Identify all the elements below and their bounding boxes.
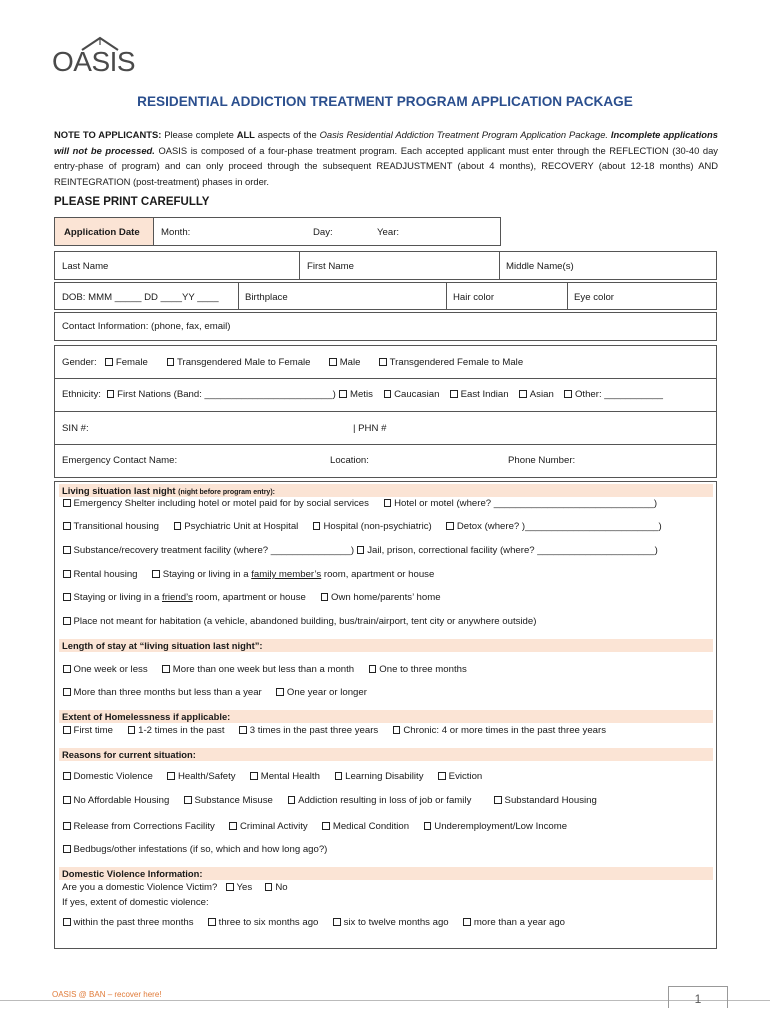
checkbox-icon <box>167 772 175 780</box>
reasons-row-3 <box>63 821 579 832</box>
reasons-heading: Reasons for current situation: <box>59 748 713 761</box>
ethnicity-east-indian-option[interactable]: East Indian <box>450 389 509 400</box>
checkbox-icon <box>463 918 471 926</box>
page-title: RESIDENTIAL ADDICTION TREATMENT PROGRAM APPLICATION PACKAGE <box>137 94 633 109</box>
checkbox-icon <box>63 665 71 673</box>
dv-question-row <box>62 882 288 893</box>
psychiatric-unit-option[interactable]: Psychiatric Unit at Hospital <box>174 521 299 532</box>
print-carefully-heading: PLEASE PRINT CAREFULLY <box>54 196 210 208</box>
divider <box>55 411 716 412</box>
application-date-box[interactable] <box>54 217 501 246</box>
birthplace-field[interactable]: Birthplace <box>245 292 288 303</box>
substandard-housing-option[interactable]: Substandard Housing <box>494 795 597 806</box>
checkbox-icon <box>379 358 387 366</box>
checkbox-icon <box>63 593 71 601</box>
checkbox-icon <box>226 883 234 891</box>
one-week-option[interactable]: One week or less <box>63 664 148 675</box>
living-row-2 <box>63 521 674 532</box>
rental-housing-option[interactable]: Rental housing <box>63 569 138 580</box>
living-row-6 <box>63 616 536 627</box>
checkbox-icon <box>152 570 160 578</box>
checkbox-icon <box>184 796 192 804</box>
checkbox-icon <box>339 390 347 398</box>
note-all: ALL <box>236 129 255 140</box>
one-two-times-option[interactable]: 1-2 times in the past <box>128 725 225 736</box>
treatment-facility-option[interactable]: Substance/recovery treatment facility (where? _______________) <box>63 545 354 556</box>
own-home-option[interactable]: Own home/parents’ home <box>321 592 441 603</box>
contact-row <box>54 312 717 341</box>
checkbox-icon <box>63 845 71 853</box>
divider <box>499 252 500 279</box>
footer-tagline: OASIS @ BAN – recover here! <box>52 990 162 999</box>
one-to-three-months-option[interactable]: One to three months <box>369 664 467 675</box>
note-italic: Oasis Residential Addiction Treatment Program Application Package. <box>319 129 609 140</box>
checkbox-icon <box>128 726 136 734</box>
gender-trans-mtf-option[interactable]: Transgendered Male to Female <box>167 357 311 368</box>
underemployment-option[interactable]: Underemployment/Low Income <box>424 821 567 832</box>
mental-health-option[interactable]: Mental Health <box>250 771 320 782</box>
checkbox-icon <box>321 593 329 601</box>
detox-option[interactable]: Detox (where? )_________________________) <box>446 521 661 532</box>
checkbox-icon <box>63 617 71 625</box>
checkbox-icon <box>564 390 572 398</box>
checkbox-icon <box>250 772 258 780</box>
divider <box>567 283 568 309</box>
divider <box>299 252 300 279</box>
emergency-location-field[interactable]: Location: <box>330 455 369 466</box>
within-three-months-option[interactable]: within the past three months <box>63 917 194 928</box>
application-date-label: Application Date <box>55 218 153 245</box>
sin-field[interactable]: SIN #: <box>62 423 89 434</box>
checkbox-icon <box>265 883 273 891</box>
living-row-1 <box>63 498 669 509</box>
divider <box>446 283 447 309</box>
dv-question: Are you a domestic Violence Victim? <box>62 882 218 893</box>
family-member-option[interactable]: Staying or living in a family member’s room, apartment or house <box>152 569 434 580</box>
checkbox-icon <box>494 796 502 804</box>
checkbox-icon <box>174 522 182 530</box>
checkbox-icon <box>313 522 321 530</box>
friends-place-option[interactable]: Staying or living in a friend’s room, apartment or house <box>63 592 306 603</box>
housing-section <box>54 481 717 949</box>
dob-row <box>54 282 717 310</box>
learning-disability-option[interactable]: Learning Disability <box>335 771 424 782</box>
reasons-row-1 <box>63 771 494 782</box>
living-situation-heading: Living situation last night (night before program entry): <box>59 484 713 497</box>
ethnicity-other-option[interactable]: Other: ___________ <box>564 389 663 400</box>
criminal-activity-option[interactable]: Criminal Activity <box>229 821 307 832</box>
three-times-option[interactable]: 3 times in the past three years <box>239 725 378 736</box>
last-name-field[interactable]: Last Name <box>62 261 109 272</box>
substance-misuse-option[interactable]: Substance Misuse <box>184 795 273 806</box>
corrections-release-option[interactable]: Release from Corrections Facility <box>63 821 215 832</box>
living-row-3 <box>63 545 658 556</box>
checkbox-icon <box>322 822 330 830</box>
dob-field[interactable]: DOB: MMM _____ DD ____YY ____ <box>62 292 219 303</box>
eviction-option[interactable]: Eviction <box>438 771 482 782</box>
emergency-phone-field[interactable]: Phone Number: <box>508 455 576 466</box>
emergency-shelter-option[interactable]: Emergency Shelter including hotel or motel paid for by social services <box>63 498 369 509</box>
living-row-5 <box>63 592 453 603</box>
checkbox-icon <box>335 772 343 780</box>
checkbox-icon <box>384 499 392 507</box>
checkbox-icon <box>369 665 377 673</box>
no-affordable-housing-option[interactable]: No Affordable Housing <box>63 795 169 806</box>
checkbox-icon <box>107 390 115 398</box>
note-lead: NOTE TO APPLICANTS: <box>54 129 162 140</box>
ethnicity-first-nations-option[interactable]: First Nations (Band: ________________________) <box>107 389 336 400</box>
checkbox-icon <box>63 822 71 830</box>
name-row <box>54 251 717 280</box>
domestic-violence-option[interactable]: Domestic Violence <box>63 771 153 782</box>
note-text-3: OASIS is composed of a four-phase treatment program. Each accepted applicant must enter through the REFLECTION (30-40 day entry-phase of program) and can only proceed through the subsequent READJUSTMENT (about 4 months), RECOVERY (about 12-18 months) AND REINTEGRATION (post-treatment) phases in order. <box>54 144 718 187</box>
checkbox-icon <box>438 772 446 780</box>
checkbox-icon <box>446 522 454 530</box>
page-number: 1 <box>694 992 702 1006</box>
checkbox-icon <box>393 726 401 734</box>
phn-field[interactable]: | PHN # <box>353 423 387 434</box>
no-habitation-option[interactable]: Place not meant for habitation (a vehicle, abandoned building, bus/train/airport, tent city or anywhere outside) <box>63 616 536 627</box>
homelessness-heading: Extent of Homelessness if applicable: <box>59 710 713 723</box>
contact-info-field[interactable]: Contact Information: (phone, fax, email) <box>62 321 231 332</box>
note-to-applicants <box>54 127 718 189</box>
hotel-motel-option[interactable]: Hotel or motel (where? ______________________________) <box>384 498 657 509</box>
first-time-option[interactable]: First time <box>63 725 113 736</box>
stay-row-1 <box>63 664 479 675</box>
chronic-option[interactable]: Chronic: 4 or more times in the past three years <box>393 725 606 736</box>
checkbox-icon <box>63 772 71 780</box>
ethnicity-row <box>62 389 663 400</box>
checkbox-icon <box>357 546 365 554</box>
length-of-stay-heading: Length of stay at “living situation last night”: <box>59 639 713 652</box>
note-bold-italic: Incomplete applications will not be processed. <box>54 129 718 156</box>
hair-color-field[interactable]: Hair color <box>453 292 495 303</box>
middle-name-field[interactable]: Middle Name(s) <box>506 261 574 272</box>
gender-label: Gender: <box>62 357 97 368</box>
checkbox-icon <box>450 390 458 398</box>
under-year-option[interactable]: More than three months but less than a year <box>63 687 262 698</box>
checkbox-icon <box>63 522 71 530</box>
gender-male-option[interactable]: Male <box>329 357 360 368</box>
homeless-row <box>63 725 618 736</box>
checkbox-icon <box>167 358 175 366</box>
dv-extent-label: If yes, extent of domestic violence: <box>62 897 209 908</box>
checkbox-icon <box>63 499 71 507</box>
dv-yes-option[interactable]: Yes <box>226 882 252 893</box>
divider <box>153 218 154 245</box>
checkbox-icon <box>424 822 432 830</box>
checkbox-icon <box>276 688 284 696</box>
checkbox-icon <box>239 726 247 734</box>
divider <box>55 378 716 379</box>
oasis-logo <box>52 36 144 80</box>
checkbox-icon <box>208 918 216 926</box>
checkbox-icon <box>519 390 527 398</box>
jail-option[interactable]: Jail, prison, correctional facility (where? ______________________) <box>357 545 658 556</box>
personal-details-box <box>54 345 717 478</box>
checkbox-icon <box>329 358 337 366</box>
living-row-4 <box>63 569 446 580</box>
divider <box>55 444 716 445</box>
checkbox-icon <box>162 665 170 673</box>
dv-extent-row <box>63 917 577 928</box>
under-month-option[interactable]: More than one week but less than a month <box>162 664 354 675</box>
month-field[interactable]: Month: <box>161 227 191 238</box>
footer-divider <box>0 1000 770 1001</box>
checkbox-icon <box>105 358 113 366</box>
ethnicity-metis-option[interactable]: Metis <box>339 389 372 400</box>
ethnicity-asian-option[interactable]: Asian <box>519 389 554 400</box>
gender-trans-ftm-option[interactable]: Transgendered Female to Male <box>379 357 523 368</box>
divider <box>238 283 239 309</box>
more-than-year-option[interactable]: more than a year ago <box>463 917 565 928</box>
note-text-1: Please complete <box>161 129 237 140</box>
job-loss-option[interactable]: Addiction resulting in loss of job or family <box>288 795 472 806</box>
checkbox-icon <box>63 918 71 926</box>
bedbugs-option[interactable]: Bedbugs/other infestations (if so, which and how long ago?) <box>63 844 327 855</box>
reasons-row-2 <box>63 795 609 806</box>
transitional-housing-option[interactable]: Transitional housing <box>63 521 159 532</box>
hospital-option[interactable]: Hospital (non-psychiatric) <box>313 521 432 532</box>
gender-row <box>62 357 523 368</box>
logo-text: OASIS <box>52 46 136 77</box>
ethnicity-caucasian-option[interactable]: Caucasian <box>384 389 440 400</box>
checkbox-icon <box>63 570 71 578</box>
checkbox-icon <box>229 822 237 830</box>
checkbox-icon <box>63 796 71 804</box>
checkbox-icon <box>63 546 71 554</box>
reasons-row-4 <box>63 844 327 855</box>
checkbox-icon <box>288 796 296 804</box>
six-to-twelve-months-option[interactable]: six to twelve months ago <box>333 917 449 928</box>
domestic-violence-heading: Domestic Violence Information: <box>59 867 713 880</box>
first-name-field[interactable]: First Name <box>307 261 354 272</box>
health-safety-option[interactable]: Health/Safety <box>167 771 235 782</box>
checkbox-icon <box>333 918 341 926</box>
year-field[interactable]: Year: <box>377 227 400 238</box>
gender-female-option[interactable]: Female <box>105 357 148 368</box>
emergency-contact-field[interactable]: Emergency Contact Name: <box>62 455 178 466</box>
stay-row-2 <box>63 687 379 698</box>
checkbox-icon <box>63 688 71 696</box>
year-or-longer-option[interactable]: One year or longer <box>276 687 367 698</box>
dv-no-option[interactable]: No <box>265 882 288 893</box>
checkbox-icon <box>384 390 392 398</box>
checkbox-icon <box>63 726 71 734</box>
note-text-2: aspects of the <box>254 129 320 140</box>
eye-color-field[interactable]: Eye color <box>574 292 614 303</box>
three-to-six-months-option[interactable]: three to six months ago <box>208 917 318 928</box>
day-field[interactable]: Day: <box>313 227 333 238</box>
medical-condition-option[interactable]: Medical Condition <box>322 821 409 832</box>
ethnicity-label: Ethnicity: <box>62 389 101 400</box>
